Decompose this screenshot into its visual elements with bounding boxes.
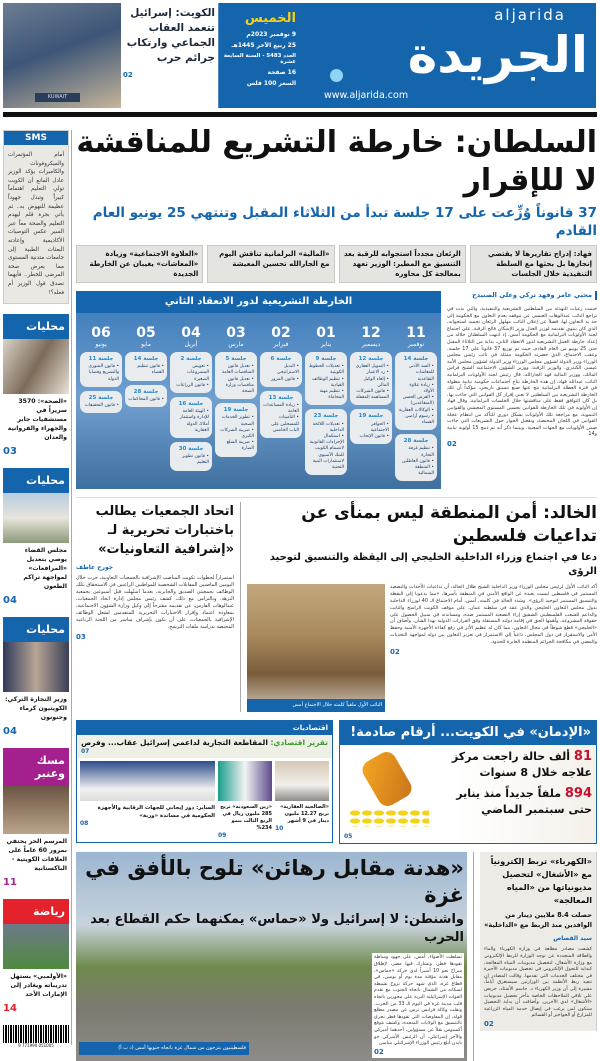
session-label: جلسة 16 <box>178 401 204 408</box>
price: السعر 100 فلس <box>246 80 296 87</box>
page-ref[interactable]: 04 <box>3 726 17 738</box>
infographic-title: الخارطة التشريعية لدور الانعقاد الثاني <box>76 291 441 313</box>
fourth-row <box>76 852 597 1060</box>
stat-text: ألف حالة راجعت مركز علاجه خلال 8 سنوات <box>451 750 592 780</box>
month-name: يناير <box>320 341 332 348</box>
month-header <box>260 325 302 348</box>
page-ref[interactable]: 04 <box>3 595 17 607</box>
report-title: المقاطعة التجارية لداعمي إسرائيل عقاب... وفرص <box>81 738 268 748</box>
page-ref[interactable]: 07 <box>81 748 90 756</box>
session-card <box>125 352 167 381</box>
report-label: تقرير اقتصادي: <box>270 738 328 748</box>
session-card <box>80 391 122 413</box>
law-item: • قانون تطوير التعليم <box>182 454 209 466</box>
session-label: جلسة 2 <box>180 356 202 362</box>
session-label: جلسة 19 <box>358 413 384 420</box>
lead-boxes <box>76 245 597 283</box>
khaled-photo <box>247 584 385 712</box>
session-label: جلسة 25 <box>88 394 114 401</box>
photo-caption: النائب الأول ملقياً كلمته خلال الاجتماع أمس <box>247 699 385 712</box>
teaser-text: الكويت: إسرائيل تتعمد العقاب الجماعي وارتكاب جرائم حرب <box>126 7 215 64</box>
story-text: «الصحة»: 3570 سريراً في مستشفيات جابر والجهراء والفروانية والعدان <box>7 398 67 442</box>
month-column <box>170 325 212 485</box>
month-column <box>305 325 347 485</box>
law-item: • رد الاعتبار <box>366 370 389 376</box>
lead-box: «العلاوة الاجتماعية» وزيادة «المعاشات» يغيبان عن الخارطة الجديدة <box>76 245 203 283</box>
month-column <box>125 325 167 485</box>
law-item: • تعديل قانون المناقصات العامة <box>221 364 254 376</box>
law-item: • التأمينات للمسجلين على الباب الخامس <box>270 415 299 433</box>
session-label: جلسة 30 <box>178 446 204 453</box>
economy-item[interactable] <box>218 761 272 839</box>
law-item: • قانون العاطلين <box>402 458 434 464</box>
section-label: محليات <box>3 314 69 339</box>
session-card <box>350 352 392 405</box>
law-item: • ضريبة السلع الضارة <box>226 440 254 452</box>
month-number: 02 <box>271 325 291 341</box>
website-link[interactable]: www.aljarida.com <box>324 90 409 101</box>
economy-item[interactable] <box>80 761 215 839</box>
story-text: «الأولمبي» يستهل تدريباته ويغادر إلى الإمارات الأحد <box>10 973 67 999</box>
pills-image <box>349 809 429 827</box>
pill-bottle-image <box>359 749 415 810</box>
sidebar-item-culture[interactable] <box>3 748 69 889</box>
law-item: • التمويل العقاري <box>355 364 389 370</box>
session-label: جلسة 28 <box>403 438 429 445</box>
column-divider <box>473 852 474 1060</box>
stat-number: 894 <box>564 786 592 802</box>
session-label: جلسة 23 <box>313 413 339 420</box>
month-name: فبراير <box>273 341 289 348</box>
gaza-body: تسلطت الأضواء، أمس، على جهود وساطة تقودها قطر، وتشارك فيها مصر، لإطلاق سراح نحو 10 أسيراً لدى حركة «حماس»، مقابل هدنة مؤقتة مدة يوم أو يومين، في قطاع غزة، الذي شهد حركة نزوح نشيطة لسكانه من الشمال باتجاه الجنوب مع تقدم القوات الإسرائيلية البرية على محورين باتجاه قلب مدينة غزة في اليوم الـ 33 من الحرب. ونقلت وكالة فرانس برس عن مصدر مطلع قوله، إن المفاوضات التي تقودها قطر تجري بالتنسيق مع الولايات المتحدة، وكشف موقع أكسيوس نقلاً عن مسؤولين، أحدهما أميركي والآخر إسرائيلي، أن الرئيس الأميركي جو بايدن أبلغ رئيس الوزراء الإسرائيلي بنيامين <box>374 955 462 1047</box>
masthead-rule <box>3 112 597 117</box>
month-number: 04 <box>181 325 201 341</box>
session-label: جلسة 9 <box>315 356 337 362</box>
story-photo <box>218 761 272 801</box>
electricity-subhead: حصلت 8.4 ملايين دينار من الوافدين منذ الربط مع «الداخلية» <box>484 911 592 930</box>
month-number: 11 <box>406 325 426 341</box>
session-label: جلسة 6 <box>270 356 292 362</box>
stat-number: 81 <box>573 749 592 765</box>
electricity-story[interactable] <box>480 852 597 1031</box>
month-name: يونيو <box>95 341 107 348</box>
sidebar-item-local-1[interactable] <box>3 314 69 458</box>
law-item: • استكمال الإجراءات القانونية لانضمام الكويت للبنك الآسيوي لاستثمارات البنية التحتية <box>309 434 344 471</box>
economy-item[interactable] <box>275 761 329 839</box>
coops-body: استمراراً لخطوات تكويت المناصب الإشرافية بالجمعيات التعاونية، جرت خلال اليومين الماضيين المقابلات الشخصية للمواطنين الراغبين في الاستحقاق بتلك الوظائف بجمعيتي الصديق والجابرية، بعدما استُهلت قبل أسبوعين بجمعية النزهة. وبالتزامن مع ذلك، كشف رئيس مجلس إدارة اتحاد الجمعيات، عبدالوهاب الفارس، عن تقديمه مقترحاً إلى وكيل وزارة الشؤون الاجتماعية، بمعاودة اعتماد وإقرار الاختبارات التحريرية للمتقدمين لشغل الوظائف الإشرافية بالجمعيات، على أن تكون بإشراف مباشر من اللجنة الرباعية المختصة بدراسة ملفات الترشح. <box>76 575 234 630</box>
law-item: • ضريبة الشركات الكبرى <box>220 427 254 440</box>
section-label: محليات <box>3 617 69 642</box>
khaled-headline[interactable]: الخالد: أمن المنطقة ليس بمنأى عن تداعيات فلسطين <box>301 503 597 547</box>
month-column <box>395 325 437 485</box>
lead-article <box>447 291 597 448</box>
main-content <box>76 124 597 1061</box>
month-header <box>350 325 392 348</box>
month-number: 05 <box>136 325 156 341</box>
session-label: جلسة 5 <box>225 356 247 362</box>
lead-box: فهاد: إدراج تقاريرها لا يقتضي إنجازها بل بحثها مع السلطة التنفيذية خلال الجلسات <box>470 245 597 283</box>
lead-subhead: 37 قانوناً وُزِّعت على 17 جلسة تبدأ من الثلاثاء المقبل وتنتهي 25 يونيو العام القادم <box>92 205 597 239</box>
law-item: • قانون المحاكمات <box>128 396 164 402</box>
coops-byline: جورج عاطف <box>76 564 114 572</box>
page-ref[interactable]: 02 <box>484 1019 494 1028</box>
law-item: • تطوير الخدمات الصحية <box>221 415 254 427</box>
session-label: جلسة 28 <box>133 388 159 395</box>
session-card <box>215 352 257 399</box>
column-divider <box>240 502 241 712</box>
lead-page-ref[interactable]: 02 <box>447 439 457 448</box>
section-label: رياضة <box>3 899 69 924</box>
lead-box: الرئعان مجدداً استجوابه للرقبة بعد التنسيق مع المطير: الوزير تعهد بمعالجة كل محاوره <box>339 245 466 283</box>
gaza-headline[interactable]: «هدنة مقابل رهائن» تلوح بالأفق في غزة <box>85 856 464 908</box>
law-item: • البديل الاستراتيجي <box>277 364 299 376</box>
session-card <box>215 403 257 456</box>
session-card <box>305 409 347 475</box>
law-item: • قانون تنظيم القضاء <box>137 364 164 376</box>
page-ref[interactable]: 03 <box>3 446 17 458</box>
law-item: • قانون التحقيقات <box>84 403 119 409</box>
gaza-subhead: واشنطن: لا إسرائيل ولا «حماس» يمكنهما حكم القطاع بعد الحرب <box>90 912 464 946</box>
law-item: • تعويض المشروعات الصغيرة <box>186 364 209 382</box>
story-text: «زين السعودية» تربح 285 مليون ريال في الربع الثالث بنمو 234% <box>220 804 272 832</box>
month-header <box>170 325 212 348</box>
story-photo <box>3 786 69 834</box>
story-text: وزير التجارة التركي: الكويتيون كرماء وحنونون <box>4 696 67 722</box>
law-item: • تنظيم الوظائف القيادية <box>312 376 344 388</box>
month-name: أبريل <box>184 341 198 348</box>
economy-box <box>76 720 333 843</box>
month-name: مارس <box>228 341 244 348</box>
month-column <box>350 325 392 485</box>
law-item: • تعديلات الخطوط الكويتية <box>308 364 344 376</box>
month-header <box>215 325 257 348</box>
legislative-map-infographic <box>76 291 441 489</box>
pills-illustration <box>344 749 434 829</box>
month-number: 01 <box>316 325 336 341</box>
session-card <box>260 391 302 438</box>
lead-box: «المالية» البرلمانية تناقش اليوم مع الجارالله تحسين المعيشة <box>207 245 334 283</box>
law-item: • الهيئة العامة للإدارة واستثمار أملاك الدولة العقارية <box>179 409 209 433</box>
law-item: • تنظيم مهنة المحاماة <box>319 389 344 401</box>
session-card <box>80 352 122 387</box>
law-item: • زيادة علاوة الأولاد <box>409 382 434 395</box>
third-row <box>76 720 597 844</box>
page-ref[interactable]: 11 <box>3 877 17 889</box>
addiction-box[interactable] <box>339 720 597 844</box>
second-row <box>76 497 597 712</box>
law-item: • قانون الزراعات <box>176 382 209 388</box>
month-name: نوفمبر <box>407 341 425 348</box>
law-item: • قانون الشركات المساهمة المقفلة <box>355 389 389 401</box>
logo-latin: aljarida <box>494 6 566 24</box>
date-hijri: 25 ربيع الآخر 1445هـ <box>231 42 296 49</box>
electricity-body: كشفت مصادر مطلعة في وزارة الكهرباء والماء والطاقة المتجددة عن توجه الوزارة للربط الإلكتروني مع وزارة الأشغال، لتحصيل مديونيات المياه المعالجة، كبداية للتحول الإلكتروني في تحصيل مديونيات الأخيرة في مختلف الخدمات التي تقدمها. وقالت المصادر إن تنفيذ ربط الأنظمة بين الوزارتين سيستغرق أياماً، مشيرة إلى أن وزير الكهرباء د. جاسم الأستاد، حريص على تلافي الملاحظات الخاصة بتأخر تحصيل مديونيات «الأشغال» لدى الآخرين. وأضافت أن بداية التحصيل ستكون لمن يرغب في إيصال خدمة المياه الزراعية للمزارع أو الجواخير أو القسائم <box>484 947 592 1019</box>
gaza-story <box>76 852 467 1060</box>
session-card <box>125 385 167 407</box>
khaled-subhead: دعا في اجتماع وزراء الداخلية الخليجي إلى اليقظة والتنسيق لتوحيد الرؤى <box>269 552 597 578</box>
sidebar-divider <box>71 130 72 1045</box>
session-card <box>395 352 437 430</box>
month-number: 06 <box>91 325 111 341</box>
section-label: مسك وعنبر <box>3 748 69 786</box>
issue-number: العدد 5483 - السنة السابعة عشرة <box>223 53 296 65</box>
sms-box <box>3 130 69 304</box>
sidebar-item-local-2[interactable] <box>3 468 69 607</box>
date-box <box>218 3 300 108</box>
stat-2 <box>438 786 592 818</box>
stat-1 <box>438 749 592 781</box>
story-photo <box>3 493 69 543</box>
lead-headline[interactable]: السلطان: خارطة التشريع للمناقشة لا للإقرار <box>76 125 597 198</box>
story-photo <box>80 761 215 801</box>
lead-story <box>76 124 597 489</box>
page-ref[interactable]: 08 <box>80 820 89 828</box>
coops-page-ref[interactable]: 03 <box>76 632 86 641</box>
khaled-story <box>247 502 597 712</box>
month-number: 03 <box>226 325 246 341</box>
session-card <box>395 434 437 481</box>
law-item: • زيادة المساعدات العامة <box>263 403 299 415</box>
teaser-photo <box>3 3 121 108</box>
law-item: • تعديلات اللائحة الداخلية <box>312 421 344 433</box>
month-header <box>305 325 347 348</box>
kuwait-nameplate: KUWAIT <box>35 93 80 102</box>
law-item: • قانون الإنجاب <box>359 434 389 440</box>
page-ref[interactable]: 05 <box>344 833 353 841</box>
story-text: «الصالحية العقارية» تربح 12.27 مليون دينار في 9 أشهر <box>280 804 329 825</box>
month-column <box>260 325 302 485</box>
section-label: اقتصاديات <box>77 721 332 735</box>
logo-dot <box>330 69 343 82</box>
month-header <box>125 325 167 348</box>
law-item: • تنظيم غرفة التجارة <box>408 446 434 458</box>
session-card <box>350 409 392 444</box>
law-item: • السد الأدنى للمعاشات التقاعدية <box>408 364 434 382</box>
photo-caption: فلسطينيون ينزحون من شمال غزة باتجاه جنوبها أمس (د ب أ) <box>79 1042 249 1055</box>
law-item: • تعديل قانون مناقصات وزارة الصحة <box>225 376 254 395</box>
electricity-byline: سيد القصاص <box>553 935 592 943</box>
month-name: مايو <box>141 341 151 348</box>
sidebar-item-local-3[interactable] <box>3 617 69 738</box>
sidebar-item-sports[interactable] <box>3 899 69 1015</box>
gaza-page-ref[interactable]: 02 <box>374 1047 384 1056</box>
story-text: مجلس القضاء يوصي بتعديل «المرافعات» لمواجهة تراكم الطعون <box>23 547 67 591</box>
barcode <box>3 1025 69 1049</box>
sidebar <box>3 130 69 1049</box>
coops-headline[interactable]: اتحاد الجمعيات يطالب باختبارات تحريرية لـ «إشرافية التعاونيات» <box>95 504 234 558</box>
session-card <box>305 352 347 405</box>
lead-body: خيمت رغبات التهدئة بين السلطتين التشريعية والتنفيذية، والتي بدت في تراجع النائب عبدالوهاب العيسى عن موقفه بعدم التعاون مع الحكومة إلى حد بد التعاون لها، فضلاً عن إعلان النائب مهلهل الرئعان تجميد استجوابه، الذي كان ينتوي تقديمه لوزير العدل وزير الإسكان فالح الرقبة، على اجتماع لجنة الأولويات البرلمانية مع الحكومة أمس، إذ انتهت السلطتان خلاله من إعداد خارطة العمل التشريعية لدور الانعقاد الثاني، بداية من الثلاثاء المقبل حتى 25 يونيو من العام القادم، حيث تم توزيع 37 قانوناً على 17 جلسة. وعقب الاجتماع، الذي حضرته الحكومة ممثلة في نائب رئيس مجلس الوزراء وزير الدولة لشؤون مجلس الوزراء وزير الدولة لشؤون مجلس الأمة عيسى الكندري، والوزير الرقبة، ووزير الشؤون الاجتماعية الشيخ فراس المالك، ووزير المالية فهد الجارالله، قال رئيس لجنة الأولويات البرلمانية النائب عبدالله فهاد، إن هذه الخارطة نتاج اجتماعات حكومية نيابية مطولة في فترة العطلة البرلمانية نتج عنها صنع تنسيق تاريخي، مؤكداً أن تلك الخارطة التشريعية بين السلطتين لا تعني إقرار كل القوانين التي جاءت بها، بل كان التوافق فقط على مناقشتها خلال الجلسات البرلمانية. وقال فهاد إن الأولوية في تلك الخارطة للقوانين تحسين المستوى المعيشي والقوانين التنموية، مع مراجعة تلك الأولويات بشكل دوري للتأكد من انتظام عجلة القوانين في اللجان المختصة، وتفعيل الحوار حول التشريعات التي جاءت ضمن الأولويات مع الجهات المعنية. وبينما ذكر أنه تم دمج 15 أولوية نيابية و14 <box>447 306 597 438</box>
story-text: الساير: دور إيجابي للجهات الرقابية والأجهزة الحكومية في مساندة «وربة» <box>97 805 215 820</box>
month-column <box>215 325 257 485</box>
gaza-photo <box>79 958 366 1058</box>
story-photo <box>3 642 69 692</box>
coops-story <box>76 502 234 640</box>
months-grid <box>76 325 441 485</box>
session-card <box>170 352 212 393</box>
khaled-body: أكد النائب الأول لرئيس مجلس الوزراء وزير الداخلية الشيخ طلال الخالد، أن تداعيات الأحداث والتصعيد المستمر في فلسطين ليست بعيدة عن الواقع الأمني في المنطقة بأسرها، «مما يدعونا إلى اليقظة والتنسيق المستمر لتوحيد الرؤى». وشدد الخالد في كلمته، أمس، أمام الاجتماع الـ 40 لوزراء الداخلية بدول مجلس التعاون الخليجي والذي عقد في سلطنة عمان، على موقف الكويت الراسخ والثابت والداعم للشعب الفلسطيني الشقيق إزاء التصعيد المستمر ضده، ومساندته في سبيل الحصول على حقوقه المشروعة، وأهمها الحق في إقامة دولته المستقلة وفق القرارات الدولية بهذا الشأن. وأضاف أن «الخليجي» قطع شوطاً في مجال التعاون، مما كان له عظيم الأثر في رفع كفاءة الأجهزة الأمنية وحفظ الأمن والاستقرار في دول المجلس، داعياً إلى الاستمرار في تعزيز التعاون بين دوله لمواجهة التحديات والمضي في مكافحة الجرائم المنظمة العابرة للحدود. <box>390 584 597 645</box>
session-card <box>170 397 212 438</box>
month-number: 12 <box>361 325 381 341</box>
barcode-digits: 9 771990 051005 <box>18 1043 54 1049</box>
law-item: • قانون المرور <box>271 376 299 382</box>
session-label: جلسة 14 <box>403 356 429 362</box>
lead-byline: محيي عامر وفهد تركي وعلي الصنيدح <box>447 291 597 300</box>
sms-title: SMS <box>4 131 68 145</box>
law-item: • إلغاء الوكيل المالي <box>363 376 389 388</box>
date-gregorian: 9 نوفمبر 2023م <box>246 31 296 38</box>
electricity-headline: «الكهرباء» تربط إلكترونياً مع «الأشغال» لتحصيل مديونياتها من «المياه المعالجة» <box>490 856 592 906</box>
session-card <box>260 352 302 387</box>
addiction-headline: «الإدمان» في الكويت... أرقام صادمة! <box>340 721 596 745</box>
session-card <box>170 442 212 471</box>
logo[interactable]: الجريدة <box>407 26 588 84</box>
day: الخميس <box>244 11 296 26</box>
page-ref[interactable]: 10 <box>275 825 284 833</box>
section-label: محليات <box>3 468 69 493</box>
month-header <box>395 325 437 348</box>
law-item: • القرض الحسن (المتقاعدين) <box>402 395 434 407</box>
month-name: ديسمبر <box>361 341 381 348</box>
barcode-bars <box>3 1025 69 1043</box>
economy-report[interactable] <box>77 735 332 758</box>
story-photo <box>275 761 329 801</box>
session-label: جلسة 13 <box>268 394 294 401</box>
law-item: • رسوم أراضي الفضاء <box>405 413 434 426</box>
story-text: المرسم الحر يحتفي بمرور 60 عاماً على العلاقات الكويتية - الباكستانية <box>6 838 67 873</box>
session-label: جلسة 11 <box>88 356 114 362</box>
story-photo <box>3 924 69 969</box>
month-column <box>80 325 122 485</box>
story-photo <box>3 339 69 394</box>
month-header <box>80 325 122 348</box>
sms-text: أمام المؤتمرات والميكروفونات والكاميرات يؤكد الوزير عادل المانع أن الكويت تولي التعليم اهتماماً كبيراً وتبذل جهوداً عظيمة للنهوض به.. ثم يأتي بجرة قلم ليهدم التعليم والصحة معاً عبر السير عكس التوصيات الأكاديمية وإعادته البعثات الطبية إلى جامعات متدنية المستوى مما يعرض صحة المرضى للخطر.. فأيهما نصدق قول الوزير أم فعله؟! <box>8 152 64 296</box>
khaled-page-ref[interactable]: 02 <box>390 647 400 656</box>
law-item: • الحوافز الاجتماعية <box>370 421 389 433</box>
teaser-page-ref[interactable]: 02 <box>123 71 133 79</box>
page-count: 16 صفحة <box>267 69 296 76</box>
page-ref[interactable]: 14 <box>3 1003 17 1015</box>
stat-text: ملفاً جديداً منذ يناير حتى سبتمبر الماضي <box>456 787 592 817</box>
law-item: • قانون الشورى والتشريع وقضايا الدولة <box>88 364 119 382</box>
session-label: جلسة 19 <box>223 407 249 414</box>
session-label: جلسة 12 <box>358 356 384 362</box>
page-ref[interactable]: 09 <box>218 832 227 840</box>
teaser-story[interactable] <box>123 6 215 83</box>
law-item: • الوكالات العقارية <box>398 407 434 413</box>
law-item: • المنطقة الشمالية <box>414 465 434 477</box>
session-label: جلسة 14 <box>133 356 159 362</box>
masthead-banner <box>218 3 596 108</box>
